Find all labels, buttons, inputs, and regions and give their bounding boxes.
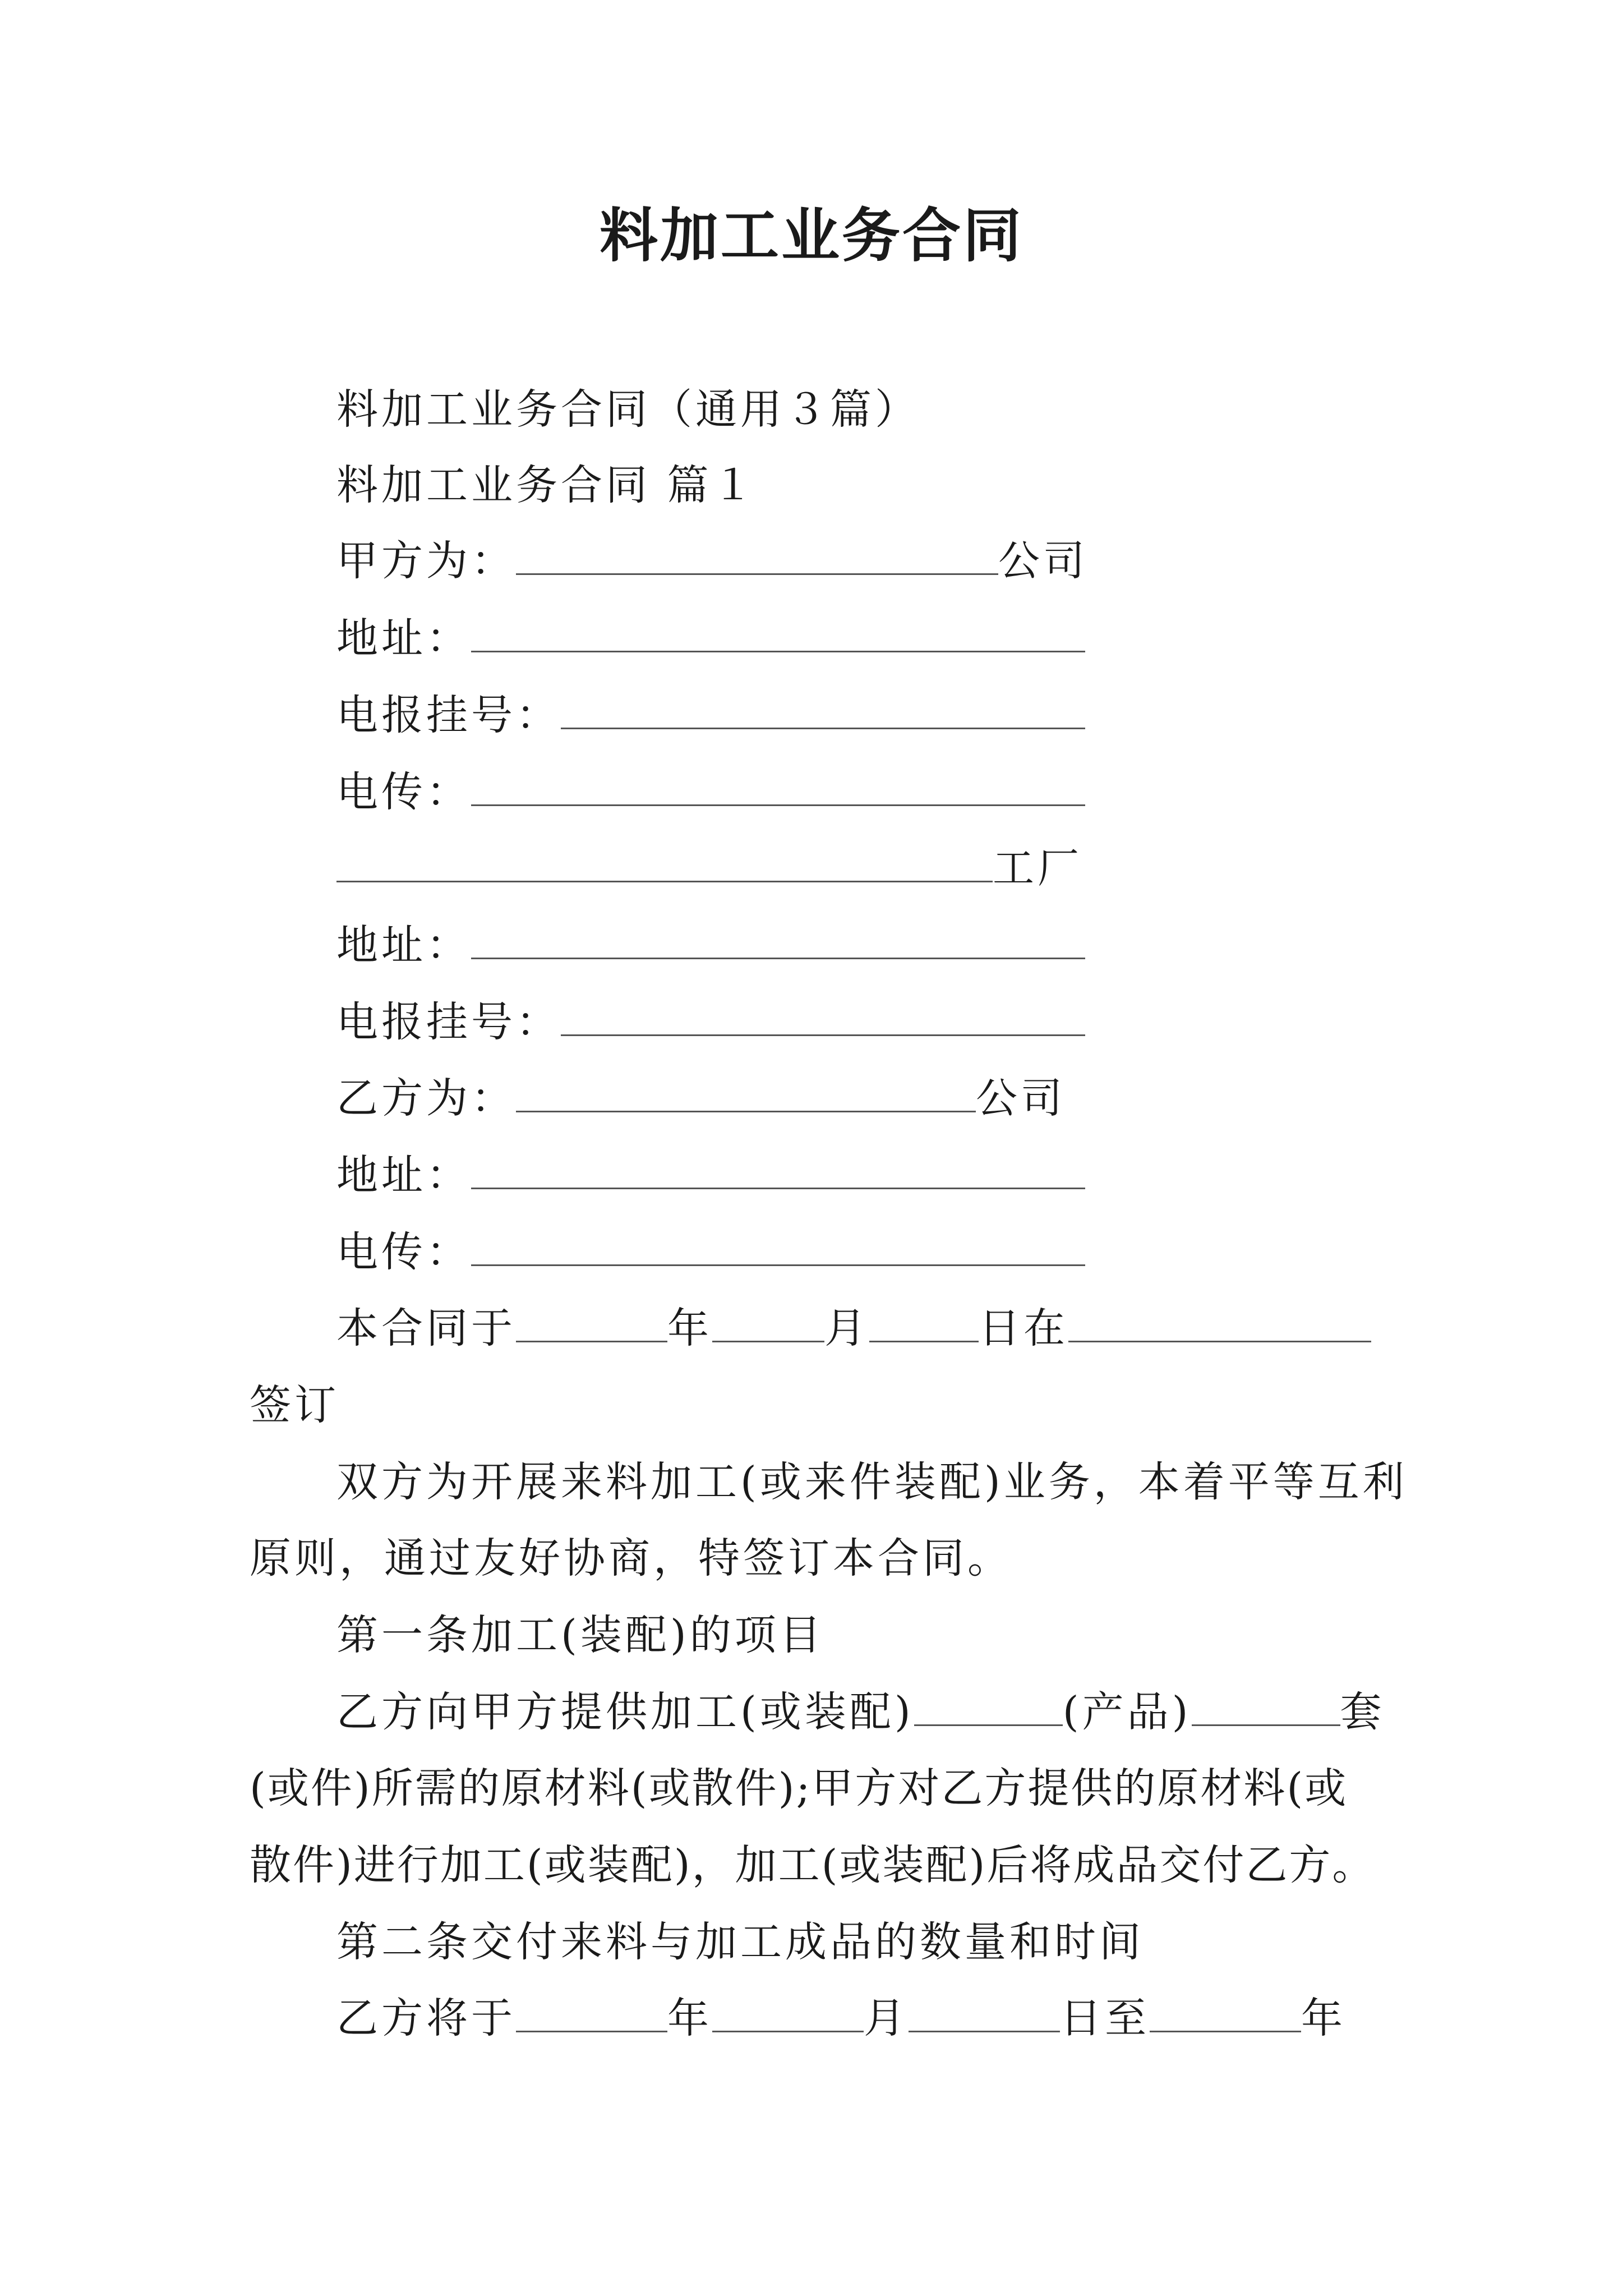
signing-prefix: 本合同于 bbox=[336, 1304, 516, 1352]
article2-day-to: 日至 bbox=[1060, 1994, 1150, 2042]
article1-product-blank bbox=[914, 1685, 1063, 1726]
party-a-telegraph-line bbox=[336, 687, 1085, 743]
para1-line1: 双方为开展来料加工(或来件装配)业务，本着平等互利 bbox=[336, 1458, 1408, 1506]
party-a-address-line bbox=[336, 610, 1085, 666]
part-heading: 料加工业务合同 篇１ bbox=[336, 461, 757, 509]
party-b-blank bbox=[516, 1071, 976, 1112]
party-a-fax-line bbox=[336, 764, 1085, 820]
para1-line2: 原则，通过友好协商，特签订本合同。 bbox=[250, 1534, 1012, 1582]
party-b-label: 乙方为： bbox=[336, 1074, 516, 1122]
address-label: 地址： bbox=[336, 921, 471, 969]
article2-year-blank bbox=[516, 1991, 667, 2032]
article1-line1-a: 乙方向甲方提供加工(或装配) bbox=[336, 1688, 914, 1736]
fax-blank bbox=[471, 1225, 1085, 1266]
party-a-line bbox=[336, 533, 1088, 589]
article1-line1-c: 套 bbox=[1340, 1688, 1385, 1736]
address-label: 地址： bbox=[336, 614, 471, 662]
signing-month-blank bbox=[712, 1301, 824, 1342]
article1-line3: 散件)进行加工(或装配)，加工(或装配)后将成品交付乙方。 bbox=[250, 1841, 1376, 1889]
article2-month: 月 bbox=[864, 1994, 909, 2042]
article2-year2-blank bbox=[1150, 1991, 1301, 2032]
signing-month: 月 bbox=[824, 1304, 869, 1352]
article2-prefix: 乙方将于 bbox=[336, 1994, 516, 2042]
party-a-blank bbox=[516, 534, 998, 575]
address-blank bbox=[471, 1148, 1085, 1189]
article2-year: 年 bbox=[667, 1994, 712, 2042]
factory-line bbox=[336, 840, 1082, 896]
article1-heading: 第一条加工(装配)的项目 bbox=[336, 1611, 824, 1659]
article1-line2: (或件)所需的原材料(或散件);甲方对乙方提供的原材料(或 bbox=[250, 1764, 1348, 1812]
party-b-address-line bbox=[336, 1147, 1085, 1203]
article2-month-blank bbox=[712, 1991, 864, 2032]
article2-heading: 第二条交付来料与加工成品的数量和时间 bbox=[336, 1918, 1144, 1966]
signing-line bbox=[336, 1300, 1371, 1356]
article2-line1 bbox=[336, 1990, 1346, 2046]
factory-address-line bbox=[336, 917, 1085, 973]
fax-label: 电传： bbox=[336, 768, 471, 816]
signing-day-at: 日在 bbox=[979, 1304, 1068, 1352]
party-b-company-suffix: 公司 bbox=[976, 1074, 1066, 1122]
document-title: 料加工业务合同 bbox=[599, 201, 1023, 270]
fax-label: 电传： bbox=[336, 1228, 471, 1276]
signing-year-blank bbox=[516, 1301, 667, 1342]
address-label: 地址： bbox=[336, 1151, 471, 1199]
party-a-company-suffix: 公司 bbox=[998, 537, 1088, 585]
factory-suffix: 工厂 bbox=[993, 844, 1082, 892]
party-b-line bbox=[336, 1070, 1066, 1126]
address-blank bbox=[471, 611, 1085, 652]
telegraph-blank bbox=[561, 688, 1085, 729]
signing-suffix: 签订 bbox=[250, 1381, 339, 1429]
article2-year2: 年 bbox=[1301, 1994, 1346, 2042]
signing-place-blank bbox=[1068, 1301, 1371, 1342]
address-blank bbox=[471, 918, 1085, 959]
factory-blank bbox=[336, 841, 993, 882]
signing-year: 年 bbox=[667, 1304, 712, 1352]
telegraph-label: 电报挂号： bbox=[336, 691, 561, 739]
signing-day-blank bbox=[869, 1301, 979, 1342]
telegraph-label: 电报挂号： bbox=[336, 998, 561, 1046]
factory-telegraph-line bbox=[336, 994, 1085, 1050]
article1-line1 bbox=[336, 1684, 1385, 1740]
article1-quantity-blank bbox=[1192, 1685, 1340, 1726]
telegraph-blank bbox=[561, 995, 1085, 1036]
party-b-fax-line bbox=[336, 1224, 1085, 1280]
party-a-label: 甲方为： bbox=[336, 537, 516, 585]
article1-line1-b: (产品) bbox=[1062, 1688, 1192, 1736]
fax-blank bbox=[471, 765, 1085, 806]
subtitle: 料加工业务合同（通用３篇） bbox=[336, 385, 920, 434]
article2-day-blank bbox=[909, 1991, 1060, 2032]
